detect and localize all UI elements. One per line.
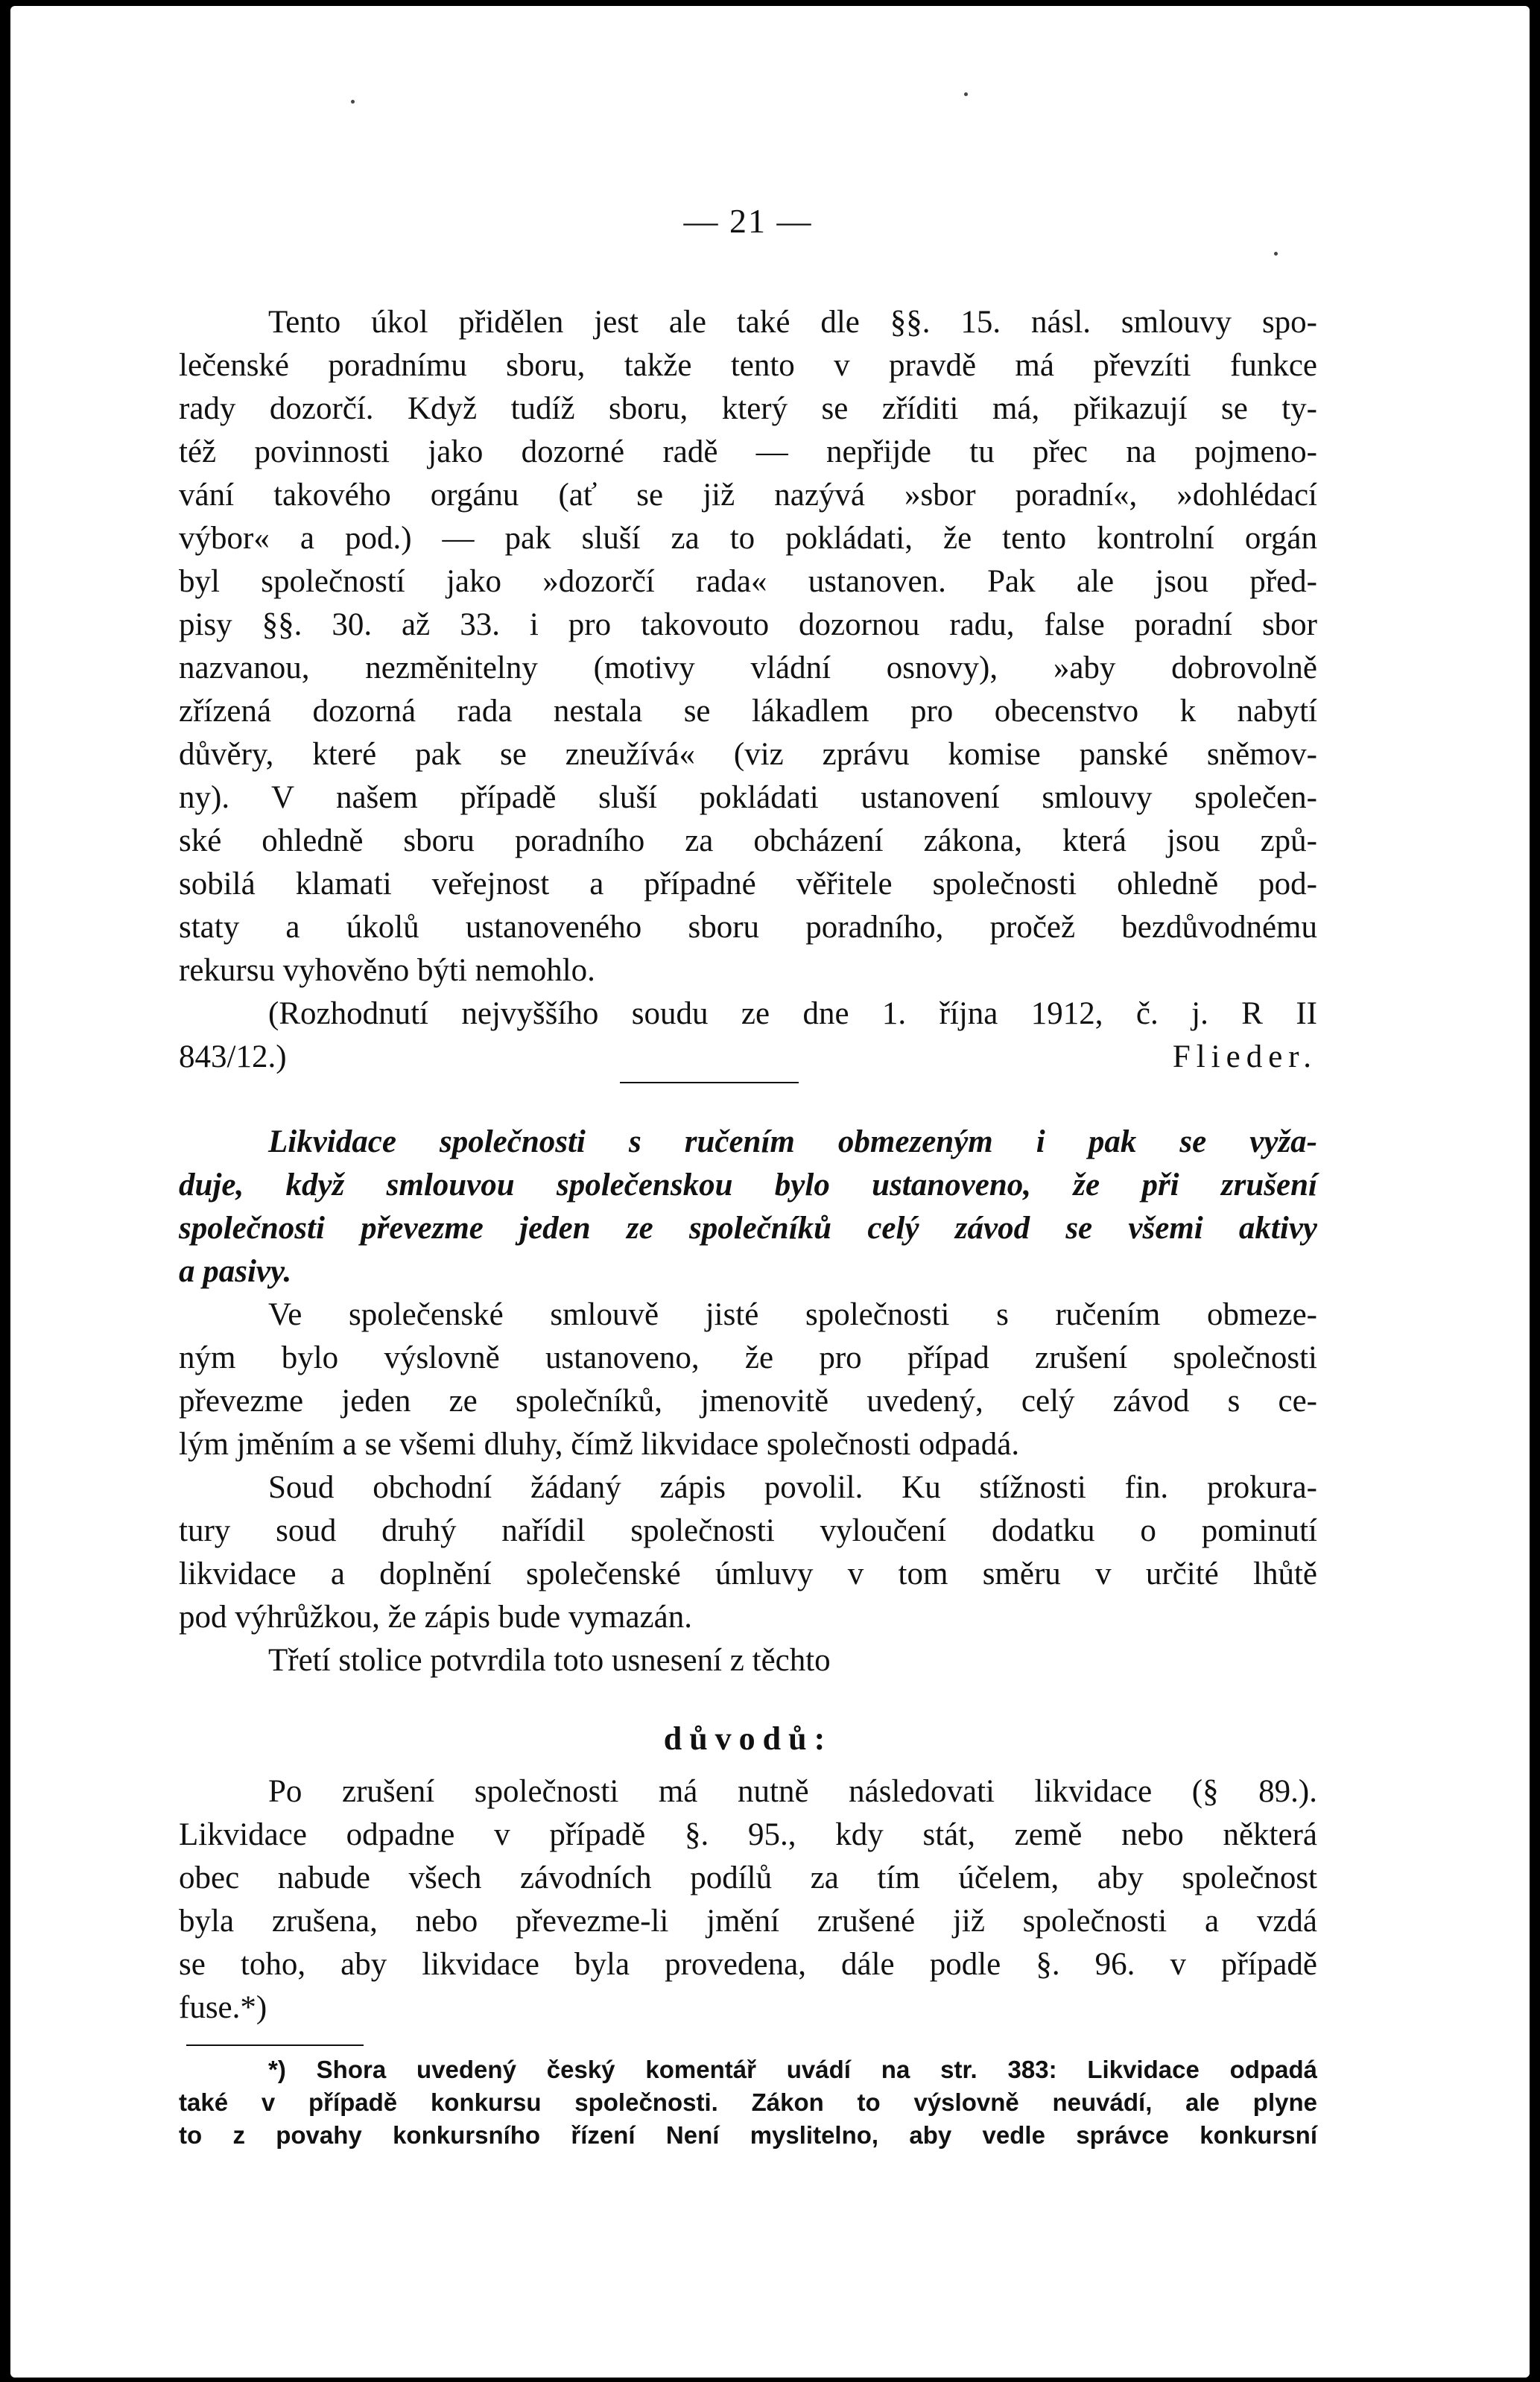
scan-speck bbox=[1274, 252, 1278, 256]
text-line: ské ohledně sboru poradního za obcházení zákona, která jsou způ- bbox=[179, 823, 1317, 858]
summary-line: duje, když smlouvou společenskou bylo ustanoveno, že při zrušení bbox=[179, 1168, 1317, 1203]
text-line: byla zrušena, nebo převezme-li jmění zrušené již společnosti a vzdá bbox=[179, 1904, 1317, 1939]
text-line: sobilá klamati veřejnost a případné věřitele společnosti ohledně pod- bbox=[179, 867, 1317, 902]
summary-line: Likvidace společnosti s ručením obmezeným i pak se vyža- bbox=[268, 1124, 1317, 1159]
text-line: ným bylo výslovně ustanoveno, že pro případ zrušení společnosti bbox=[179, 1340, 1317, 1375]
text-line: fuse.*) bbox=[179, 1990, 267, 2025]
text-line: Po zrušení společnosti má nutně následovati likvidace (§ 89.). bbox=[268, 1774, 1317, 1809]
footnote-divider bbox=[186, 2044, 364, 2046]
judge-signature: Flieder. bbox=[1172, 1039, 1317, 1074]
reasons-heading: důvodů: bbox=[663, 1720, 833, 1757]
document-page bbox=[10, 6, 1530, 2378]
text-line: byl společností jako »dozorčí rada« ustanoven. Pak ale jsou před- bbox=[179, 564, 1317, 599]
decision-line: (Rozhodnutí nejvyššího soudu ze dne 1. října 1912, č. j. R II bbox=[268, 996, 1317, 1031]
text-line: Třetí stolice potvrdila toto usnesení z těchto bbox=[268, 1643, 831, 1678]
text-line: lým jměním a se všemi dluhy, čímž likvidace společnosti odpadá. bbox=[179, 1427, 1020, 1462]
text-line: důvěry, které pak se zneužívá« (viz zprávu komise panské sněmov- bbox=[179, 737, 1317, 772]
scan-speck bbox=[351, 100, 355, 104]
text-line: ny). V našem případě sluší pokládati ustanovení smlouvy společen- bbox=[179, 780, 1317, 815]
text-line: zřízená dozorná rada nestala se lákadlem pro obecenstvo k nabytí bbox=[179, 694, 1317, 729]
text-line: Soud obchodní žádaný zápis povolil. Ku stížnosti fin. prokura- bbox=[268, 1470, 1317, 1505]
footnote-line: *) Shora uvedený český komentář uvádí na str. 383: Likvidace odpadá bbox=[268, 2056, 1317, 2083]
text-line: lečenské poradnímu sboru, takže tento v pravdě má převzíti funkce bbox=[179, 348, 1317, 383]
text-line: Likvidace odpadne v případě §. 95., kdy stát, země nebo některá bbox=[179, 1817, 1317, 1852]
footnote bbox=[179, 2053, 1317, 2152]
decision-signature-row bbox=[179, 1036, 1317, 1079]
text-line: se toho, aby likvidace byla provedena, dále podle §. 96. v případě bbox=[179, 1947, 1317, 1982]
text-line: Tento úkol přidělen jest ale také dle §§. 15. násl. smlouvy spo- bbox=[268, 305, 1317, 340]
text-line: též povinnosti jako dozorné radě — nepřijde tu přec na pojmeno- bbox=[179, 434, 1317, 469]
text-line: převezme jeden ze společníků, jmenovitě uvedený, celý závod s ce- bbox=[179, 1384, 1317, 1419]
summary-line: společnosti převezme jeden ze společníků celý závod se všemi aktivy bbox=[179, 1211, 1317, 1246]
section2-paragraph-1 bbox=[179, 1293, 1317, 1682]
section-divider bbox=[620, 1082, 799, 1083]
text-line: staty a úkolů ustanoveného sboru poradního, pročež bezdůvodnému bbox=[179, 910, 1317, 945]
text-line: výbor« a pod.) — pak sluší za to pokládati, že tento kontrolní orgán bbox=[179, 521, 1317, 556]
text-line: vání takového orgánu (ať se již nazývá »sbor poradní«, »dohlédací bbox=[179, 478, 1317, 513]
text-line: Ve společenské smlouvě jisté společnosti s ručením obmeze- bbox=[268, 1297, 1317, 1332]
text-line: rekursu vyhověno býti nemohlo. bbox=[179, 953, 595, 988]
text-line: rady dozorčí. Když tudíž sboru, který se zříditi má, přikazují se ty- bbox=[179, 391, 1317, 426]
decision-reference: 843/12.) bbox=[179, 1039, 287, 1074]
reasons-paragraph bbox=[179, 1770, 1317, 2030]
section1-paragraph bbox=[179, 301, 1317, 1079]
text-line: obec nabude všech závodních podílů za tím účelem, aby společnost bbox=[179, 1860, 1317, 1895]
summary-line: a pasivy. bbox=[179, 1254, 292, 1289]
footnote-line: také v případě konkursu společnosti. Zákon to výslovně neuvádí, ale plyne bbox=[179, 2088, 1317, 2116]
page-number: — 21 — bbox=[683, 202, 813, 240]
case-summary bbox=[179, 1121, 1317, 1293]
scan-speck bbox=[964, 92, 968, 96]
text-line: nazvanou, nezměnitelny (motivy vládní osnovy), »aby dobrovolně bbox=[179, 650, 1317, 685]
text-line: likvidace a doplnění společenské úmluvy v tom směru v určité lhůtě bbox=[179, 1556, 1317, 1591]
text-line: tury soud druhý nařídil společnosti vyloučení dodatku o pominutí bbox=[179, 1513, 1317, 1548]
footnote-line: to z povahy konkursního řízení Není myslitelno, aby vedle správce konkursní bbox=[179, 2121, 1317, 2149]
text-line: pod výhrůžkou, že zápis bude vymazán. bbox=[179, 1600, 692, 1635]
text-line: pisy §§. 30. až 33. i pro takovouto dozornou radu, false poradní sbor bbox=[179, 607, 1317, 642]
